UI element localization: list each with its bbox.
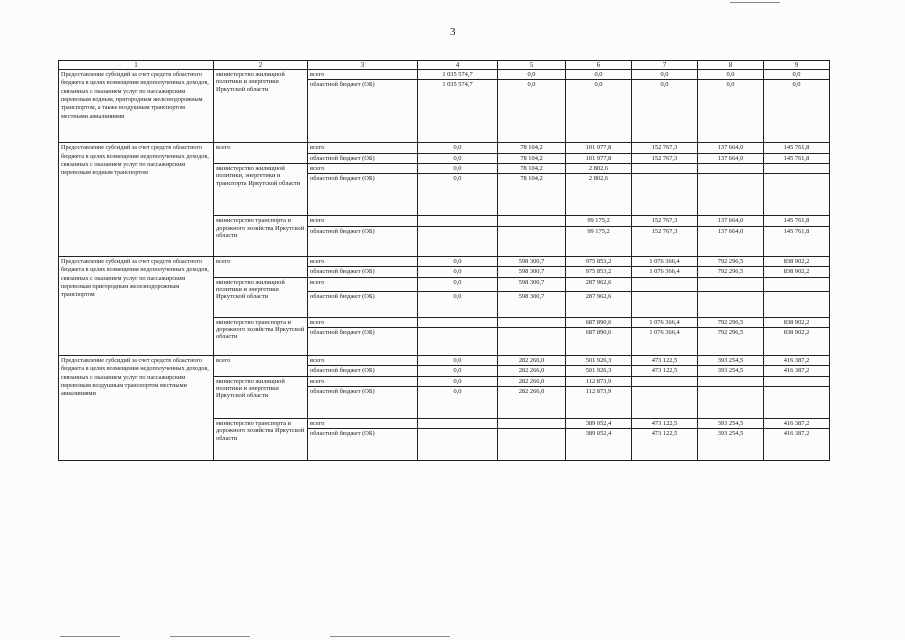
column-header: 1 xyxy=(59,61,214,70)
value-cell: 0,0 xyxy=(698,80,764,143)
value-cell: 0,0 xyxy=(418,153,498,163)
value-cell: 0,0 xyxy=(764,70,830,80)
value-cell: 501 926,3 xyxy=(566,355,632,365)
value-cell: 137 664,0 xyxy=(698,226,764,256)
value-cell: 282 266,0 xyxy=(498,355,566,365)
value-cell: 112 873,9 xyxy=(566,387,632,419)
column-header: 8 xyxy=(698,61,764,70)
value-cell: 393 254,5 xyxy=(698,429,764,461)
value-cell xyxy=(764,376,830,386)
scan-artifact-line xyxy=(60,636,120,637)
source-label: всего xyxy=(308,216,418,226)
value-cell: 792 296,5 xyxy=(698,267,764,277)
value-cell: 838 902,2 xyxy=(764,327,830,355)
budget-table xyxy=(58,60,830,461)
table-row xyxy=(59,70,830,80)
value-cell: 0,0 xyxy=(632,80,698,143)
value-cell: 0,0 xyxy=(632,70,698,80)
table-row xyxy=(59,355,830,365)
value-cell: 287 962,6 xyxy=(566,291,632,317)
value-cell: 101 977,8 xyxy=(566,153,632,163)
executor-cell: министерство жилищной политики и энергетики Иркутской области xyxy=(214,277,308,317)
value-cell: 687 890,6 xyxy=(566,327,632,355)
executor-cell: всего xyxy=(214,355,308,376)
value-cell: 0,0 xyxy=(698,70,764,80)
value-cell: 282 266,0 xyxy=(498,366,566,376)
value-cell xyxy=(764,174,830,216)
value-cell xyxy=(418,317,498,327)
value-cell xyxy=(418,429,498,461)
measure-description: Предоставление субсидий за счет средств областного бюджета в целях возмещения недополученных доходов, связанных с оказанием услуг по пассажирским перевозкам водным транспортом xyxy=(59,143,214,256)
source-label: всего xyxy=(308,256,418,266)
value-cell: 0,0 xyxy=(498,80,566,143)
value-cell: 0,0 xyxy=(498,70,566,80)
column-header: 5 xyxy=(498,61,566,70)
value-cell xyxy=(498,419,566,429)
source-label: областной бюджет (ОБ) xyxy=(308,267,418,277)
value-cell: 598 300,7 xyxy=(498,291,566,317)
value-cell: 473 122,5 xyxy=(632,366,698,376)
value-cell: 145 761,8 xyxy=(764,143,830,153)
value-cell: 101 977,8 xyxy=(566,143,632,153)
scan-artifact-line xyxy=(170,636,250,637)
value-cell: 282 266,0 xyxy=(498,376,566,386)
value-cell xyxy=(418,226,498,256)
value-cell: 282 266,0 xyxy=(498,387,566,419)
column-header: 6 xyxy=(566,61,632,70)
value-cell: 416 387,2 xyxy=(764,419,830,429)
value-cell: 0,0 xyxy=(418,376,498,386)
value-cell xyxy=(698,174,764,216)
value-cell: 0,0 xyxy=(418,291,498,317)
value-cell: 0,0 xyxy=(418,143,498,153)
source-label: всего xyxy=(308,277,418,291)
value-cell xyxy=(698,277,764,291)
value-cell: 145 761,8 xyxy=(764,226,830,256)
value-cell: 975 853,2 xyxy=(566,256,632,266)
value-cell: 1 035 574,7 xyxy=(418,70,498,80)
value-cell xyxy=(632,174,698,216)
table-row xyxy=(59,256,830,266)
value-cell: 0,0 xyxy=(418,387,498,419)
value-cell: 152 767,3 xyxy=(632,143,698,153)
executor-cell: всего xyxy=(214,143,308,164)
value-cell: 416 387,2 xyxy=(764,366,830,376)
source-label: областной бюджет (ОБ) xyxy=(308,291,418,317)
column-header: 4 xyxy=(418,61,498,70)
value-cell: 137 664,0 xyxy=(698,153,764,163)
value-cell: 99 175,2 xyxy=(566,226,632,256)
source-label: всего xyxy=(308,164,418,174)
value-cell: 838 902,2 xyxy=(764,267,830,277)
scan-artifact-line xyxy=(730,2,780,3)
value-cell: 2 802,6 xyxy=(566,164,632,174)
value-cell xyxy=(632,376,698,386)
value-cell: 838 902,2 xyxy=(764,317,830,327)
value-cell: 792 296,5 xyxy=(698,317,764,327)
executor-cell: министерство транспорта и дорожного хозяйства Иркутской области xyxy=(214,317,308,355)
value-cell: 0,0 xyxy=(418,355,498,365)
value-cell: 838 902,2 xyxy=(764,256,830,266)
value-cell: 145 761,8 xyxy=(764,153,830,163)
value-cell: 0,0 xyxy=(566,80,632,143)
value-cell: 78 104,2 xyxy=(498,164,566,174)
source-label: областной бюджет (ОБ) xyxy=(308,174,418,216)
value-cell: 0,0 xyxy=(418,277,498,291)
source-label: областной бюджет (ОБ) xyxy=(308,226,418,256)
column-number-row xyxy=(59,61,830,70)
value-cell: 99 175,2 xyxy=(566,216,632,226)
source-label: областной бюджет (ОБ) xyxy=(308,429,418,461)
value-cell: 0,0 xyxy=(418,164,498,174)
value-cell: 473 122,5 xyxy=(632,355,698,365)
value-cell: 78 104,2 xyxy=(498,174,566,216)
value-cell: 393 254,5 xyxy=(698,355,764,365)
source-label: всего xyxy=(308,376,418,386)
value-cell: 2 802,6 xyxy=(566,174,632,216)
executor-cell: министерство транспорта и дорожного хозяйства Иркутской области xyxy=(214,216,308,256)
value-cell: 0,0 xyxy=(764,80,830,143)
value-cell: 137 664,0 xyxy=(698,216,764,226)
value-cell xyxy=(632,387,698,419)
value-cell: 393 254,5 xyxy=(698,419,764,429)
value-cell: 152 767,3 xyxy=(632,153,698,163)
value-cell: 1 076 366,4 xyxy=(632,256,698,266)
value-cell: 501 926,3 xyxy=(566,366,632,376)
executor-cell: министерство жилищной политики и энергетики Иркутской области xyxy=(214,376,308,418)
value-cell xyxy=(498,317,566,327)
value-cell: 287 962,6 xyxy=(566,277,632,291)
value-cell: 473 122,5 xyxy=(632,419,698,429)
value-cell xyxy=(632,277,698,291)
value-cell xyxy=(498,327,566,355)
value-cell: 0,0 xyxy=(418,174,498,216)
value-cell: 137 664,0 xyxy=(698,143,764,153)
value-cell xyxy=(764,164,830,174)
value-cell xyxy=(698,387,764,419)
value-cell: 145 761,8 xyxy=(764,216,830,226)
value-cell: 1 076 366,4 xyxy=(632,327,698,355)
executor-cell: всего xyxy=(214,256,308,277)
value-cell xyxy=(764,291,830,317)
table-row xyxy=(59,143,830,153)
value-cell: 112 873,9 xyxy=(566,376,632,386)
source-label: всего xyxy=(308,143,418,153)
value-cell: 0,0 xyxy=(418,267,498,277)
source-label: областной бюджет (ОБ) xyxy=(308,366,418,376)
value-cell: 1 076 366,4 xyxy=(632,267,698,277)
value-cell xyxy=(498,429,566,461)
value-cell: 0,0 xyxy=(418,366,498,376)
value-cell xyxy=(698,291,764,317)
source-label: областной бюджет (ОБ) xyxy=(308,153,418,163)
value-cell xyxy=(632,164,698,174)
value-cell: 152 767,3 xyxy=(632,216,698,226)
value-cell: 598 300,7 xyxy=(498,277,566,291)
value-cell xyxy=(698,164,764,174)
column-header: 2 xyxy=(214,61,308,70)
page-number: 3 xyxy=(450,26,456,38)
value-cell xyxy=(764,387,830,419)
value-cell: 975 853,2 xyxy=(566,267,632,277)
source-label: областной бюджет (ОБ) xyxy=(308,80,418,143)
value-cell xyxy=(698,376,764,386)
value-cell: 389 052,4 xyxy=(566,419,632,429)
measure-description: Предоставление субсидий за счет средств областного бюджета в целях возмещения недополученных доходов, связанных с оказанием услуг по пассажирским перевозкам пригородным железнодорожным транспортом xyxy=(59,256,214,355)
value-cell: 78 104,2 xyxy=(498,153,566,163)
source-label: всего xyxy=(308,419,418,429)
measure-description: Предоставление субсидий за счет средств областного бюджета в целях возмещения недополученных доходов, связанных с оказанием услуг по пассажирским перевозкам водным, пригородным железнодорожным транспортом, а также воздушным транспортом местными авиалиниями xyxy=(59,70,214,143)
value-cell: 389 052,4 xyxy=(566,429,632,461)
source-label: всего xyxy=(308,70,418,80)
executor-cell: министерство транспорта и дорожного хозяйства Иркутской области xyxy=(214,419,308,461)
value-cell: 1 076 366,4 xyxy=(632,317,698,327)
scan-artifact-line xyxy=(330,636,450,637)
executor-cell: министерство жилищной политики и энергетики Иркутской области xyxy=(214,70,308,143)
value-cell: 792 296,5 xyxy=(698,256,764,266)
executor-cell: министерство жилищной политики, энергетики и транспорта Иркутской области xyxy=(214,164,308,216)
source-label: всего xyxy=(308,355,418,365)
measure-description: Предоставление субсидий за счет средств областного бюджета в целях возмещения недополученных доходов, связанных с оказанием услуг по пассажирским перевозкам воздушным транспортом местными авиалиниями xyxy=(59,355,214,460)
value-cell: 416 387,2 xyxy=(764,355,830,365)
value-cell: 152 767,3 xyxy=(632,226,698,256)
column-header: 9 xyxy=(764,61,830,70)
value-cell xyxy=(418,419,498,429)
value-cell: 598 300,7 xyxy=(498,267,566,277)
value-cell xyxy=(418,327,498,355)
value-cell: 598 300,7 xyxy=(498,256,566,266)
value-cell xyxy=(498,216,566,226)
value-cell: 473 122,5 xyxy=(632,429,698,461)
value-cell: 0,0 xyxy=(418,256,498,266)
value-cell: 393 254,5 xyxy=(698,366,764,376)
source-label: всего xyxy=(308,317,418,327)
value-cell: 1 035 574,7 xyxy=(418,80,498,143)
value-cell xyxy=(764,277,830,291)
value-cell xyxy=(632,291,698,317)
value-cell: 792 296,5 xyxy=(698,327,764,355)
value-cell: 416 387,2 xyxy=(764,429,830,461)
column-header: 3 xyxy=(308,61,418,70)
value-cell: 687 890,6 xyxy=(566,317,632,327)
value-cell: 0,0 xyxy=(566,70,632,80)
value-cell xyxy=(418,216,498,226)
value-cell: 78 104,2 xyxy=(498,143,566,153)
source-label: областной бюджет (ОБ) xyxy=(308,327,418,355)
source-label: областной бюджет (ОБ) xyxy=(308,387,418,419)
column-header: 7 xyxy=(632,61,698,70)
value-cell xyxy=(498,226,566,256)
